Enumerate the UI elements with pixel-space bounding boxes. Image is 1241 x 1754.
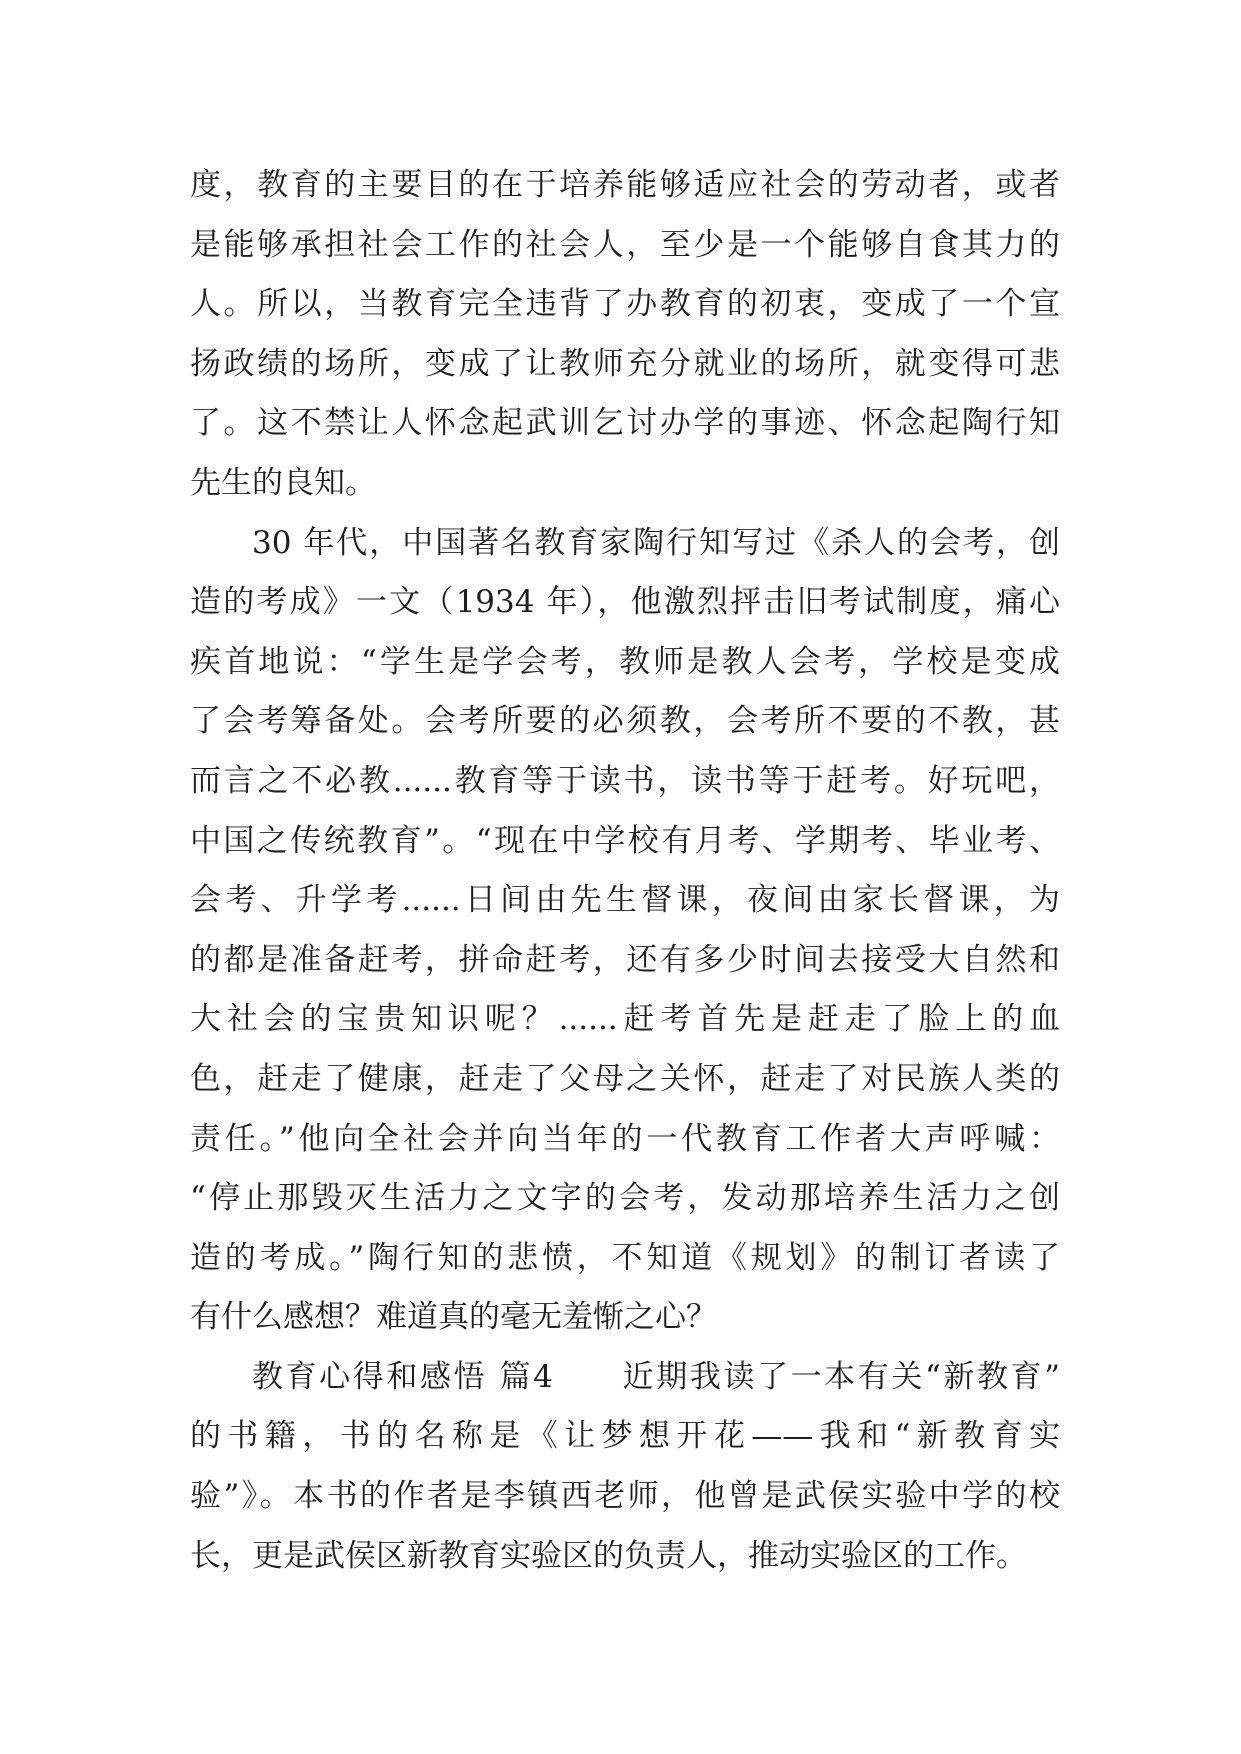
text-line: 大社会的宝贵知识呢？......赶考首先是赶走了脸上的血 bbox=[190, 1001, 1060, 1038]
text-line: 会考、升学考......日间由先生督课，夜间由家长督课，为 bbox=[190, 882, 1060, 919]
text-line: 造的考成》一文（1934 年），他激烈抨击旧考试制度，痛心 bbox=[190, 584, 1060, 621]
text-line: 人。所以，当教育完全违背了办教育的初衷，变成了一个宣 bbox=[190, 286, 1060, 323]
text-line: 度，教育的主要目的在于培养能够适应社会的劳动者，或者 bbox=[190, 167, 1060, 203]
text-line: 疾首地说：“学生是学会考，教师是教人会考，学校是变成 bbox=[190, 643, 1060, 680]
text-line: 色，赶走了健康，赶走了父母之关怀，赶走了对民族人类的 bbox=[190, 1060, 1060, 1097]
text-line: 教育心得和感悟 篇4 近期我读了一本有关“新教育” bbox=[252, 1358, 1060, 1395]
text-line: 有什么感想？难道真的毫无羞惭之心？ bbox=[190, 1299, 717, 1336]
text-line: 造的考成。”陶行知的悲愤，不知道《规划》的制订者读了 bbox=[190, 1239, 1060, 1276]
text-line: 了。这不禁让人怀念起武训乞讨办学的事迹、怀念起陶行知 bbox=[190, 405, 1060, 442]
text-line: “停止那毁灭生活力之文字的会考，发动那培养生活力之创 bbox=[190, 1180, 1060, 1217]
text-line: 的书籍，书的名称是《让梦想开花——我和“新教育实 bbox=[190, 1418, 1060, 1455]
text-line: 中国之传统教育”。“现在中学校有月考、学期考、毕业考、 bbox=[190, 822, 1060, 859]
text-line: 而言之不必教......教育等于读书，读书等于赶考。好玩吧， bbox=[190, 762, 1060, 799]
text-line: 长，更是武侯区新教育实验区的负责人，推动实验区的工作。 bbox=[190, 1537, 1027, 1574]
text-line: 的都是准备赶考，拼命赶考，还有多少时间去接受大自然和 bbox=[190, 941, 1060, 978]
text-line: 是能够承担社会工作的社会人，至少是一个能够自食其力的 bbox=[190, 226, 1060, 263]
text-line: 了会考筹备处。会考所要的必须教，会考所不要的不教，甚 bbox=[190, 703, 1060, 740]
text-line: 验”》。本书的作者是李镇西老师，他曾是武侯实验中学的校 bbox=[190, 1478, 1060, 1515]
text-line: 先生的良知。 bbox=[190, 464, 376, 501]
text-line: 扬政绩的场所，变成了让教师充分就业的场所，就变得可悲 bbox=[190, 345, 1060, 382]
text-line: 责任。”他向全社会并向当年的一代教育工作者大声呼喊： bbox=[190, 1120, 1060, 1157]
document-body bbox=[190, 156, 1060, 1586]
text-line: 30 年代，中国著名教育家陶行知写过《杀人的会考，创 bbox=[252, 524, 1060, 561]
